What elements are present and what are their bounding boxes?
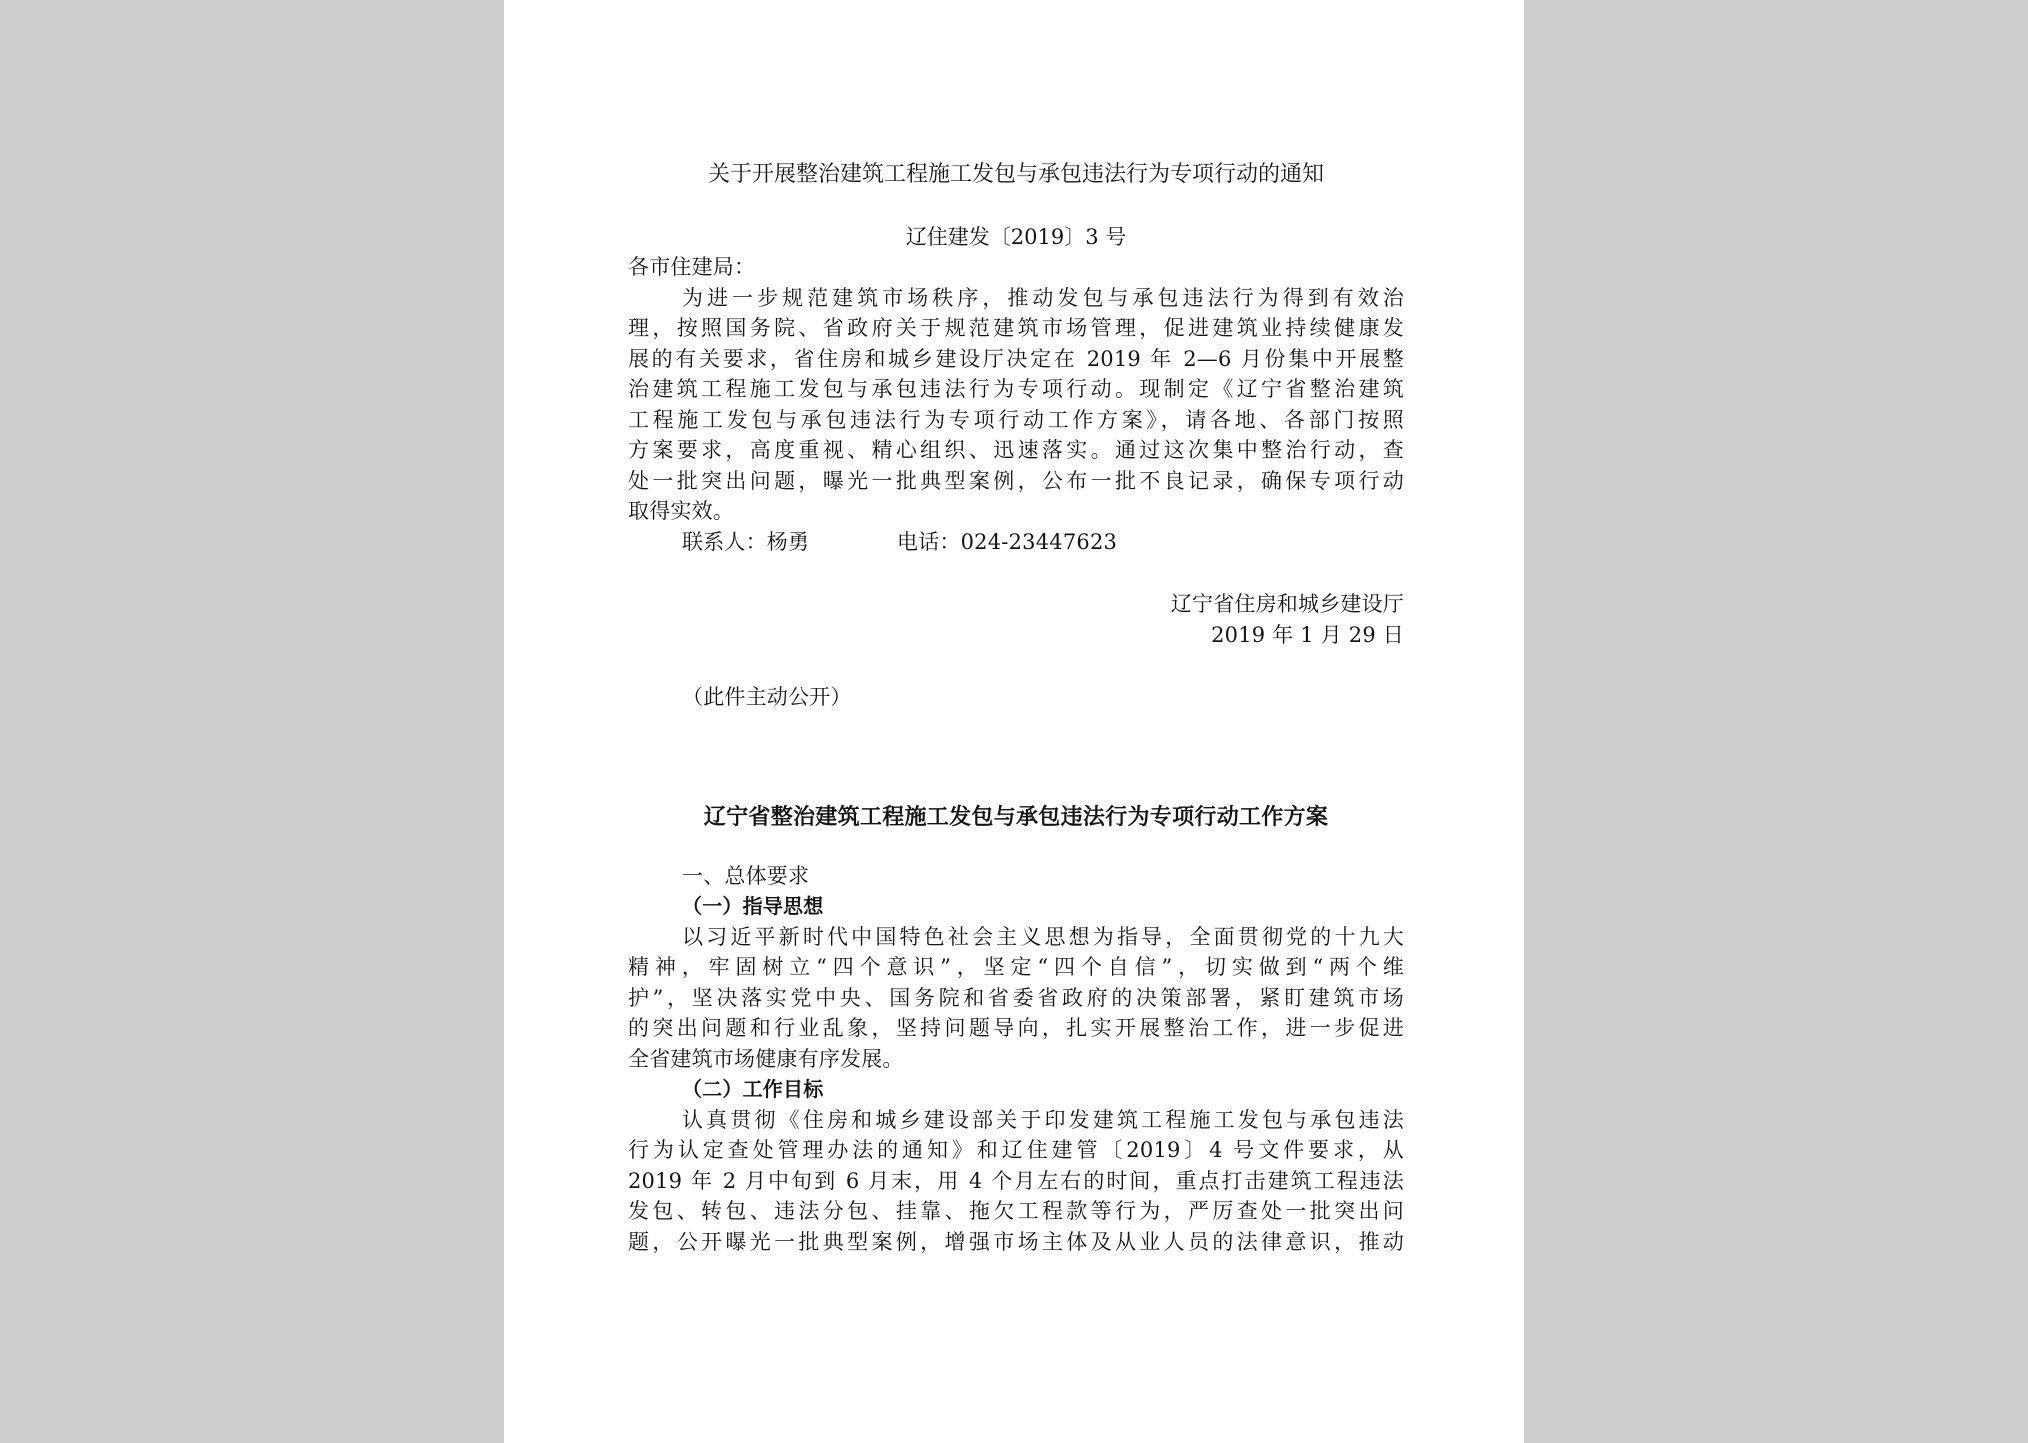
subsection-heading: （一）指导思想 (682, 894, 824, 918)
plan-title: 辽宁省整治建筑工程施工发包与承包违法行为专项行动工作方案 (703, 804, 1329, 830)
body-line: 行为认定查处管理办法的通知》和辽住建管〔2019〕4 号文件要求，从 (628, 1138, 1404, 1162)
contact-row (628, 527, 1404, 558)
document-page (504, 0, 1524, 1443)
body-line: 展的有关要求，省住房和城乡建设厅决定在 2019 年 2—6 月份集中开展整 (628, 346, 1404, 371)
subsection-heading: （二）工作目标 (682, 1077, 824, 1101)
body-line: 取得实效。 (628, 499, 734, 523)
body-line: 理，按照国务院、省政府关于规范建筑市场管理，促进建筑业持续健康发 (628, 316, 1404, 340)
body-line: 护”，坚决落实党中央、国务院和省委省政府的决策部署，紧盯建筑市场 (628, 985, 1404, 1010)
issue-date: 2019 年 1 月 29 日 (1211, 622, 1404, 647)
doc-number: 辽住建发〔2019〕3 号 (905, 225, 1127, 249)
body-line: 全省建筑市场健康有序发展。 (628, 1046, 904, 1071)
contact-phone: 电话：024-23447623 (897, 529, 1118, 554)
body-line: 精神，牢固树立“四个意识”，坚定“四个自信”，切实做到“两个维 (628, 955, 1404, 979)
body-line: 的突出问题和行业乱象，坚持问题导向，扎实开展整治工作，进一步促进 (628, 1016, 1404, 1040)
document-content (628, 160, 1404, 1257)
section-heading: 一、总体要求 (682, 863, 810, 888)
disclosure-note: （此件主动公开） (682, 685, 852, 709)
body-line: 发包、转包、违法分包、挂靠、拖欠工程款等行为，严厉查处一批突出问 (628, 1199, 1404, 1223)
issuer: 辽宁省住房和城乡建设厅 (1170, 592, 1404, 616)
body-line: 认真贯彻《住房和城乡建设部关于印发建筑工程施工发包与承包违法 (682, 1107, 1404, 1132)
body-line: 以习近平新时代中国特色社会主义思想为指导，全面贯彻党的十九大 (682, 924, 1404, 949)
body-line: 治建筑工程施工发包与承包违法行为专项行动。现制定《辽宁省整治建筑 (628, 377, 1404, 401)
body-line: 方案要求，高度重视、精心组织、迅速落实。通过这次集中整治行动，查 (628, 438, 1404, 462)
notice-body (628, 283, 1404, 527)
addressee: 各市住建局： (628, 255, 756, 279)
body-line: 处一批突出问题，曝光一批典型案例，公布一批不良记录，确保专项行动 (628, 468, 1404, 493)
notice-title: 关于开展整治建筑工程施工发包与承包违法行为专项行动的通知 (707, 162, 1324, 187)
work-goals (628, 1105, 1404, 1258)
body-line: 题，公开曝光一批典型案例，增强市场主体及从业人员的法律意识，推动 (628, 1229, 1404, 1254)
body-line: 为进一步规范建筑市场秩序，推动发包与承包违法行为得到有效治 (682, 285, 1404, 310)
guiding-ideology (628, 922, 1404, 1075)
contact-person: 联系人：杨勇 (682, 529, 810, 554)
body-line: 2019 年 2 月中旬到 6 月末，用 4 个月左右的时间，重点打击建筑工程违法 (628, 1168, 1404, 1193)
body-line: 工程施工发包与承包违法行为专项行动工作方案》，请各地、各部门按照 (628, 407, 1404, 432)
